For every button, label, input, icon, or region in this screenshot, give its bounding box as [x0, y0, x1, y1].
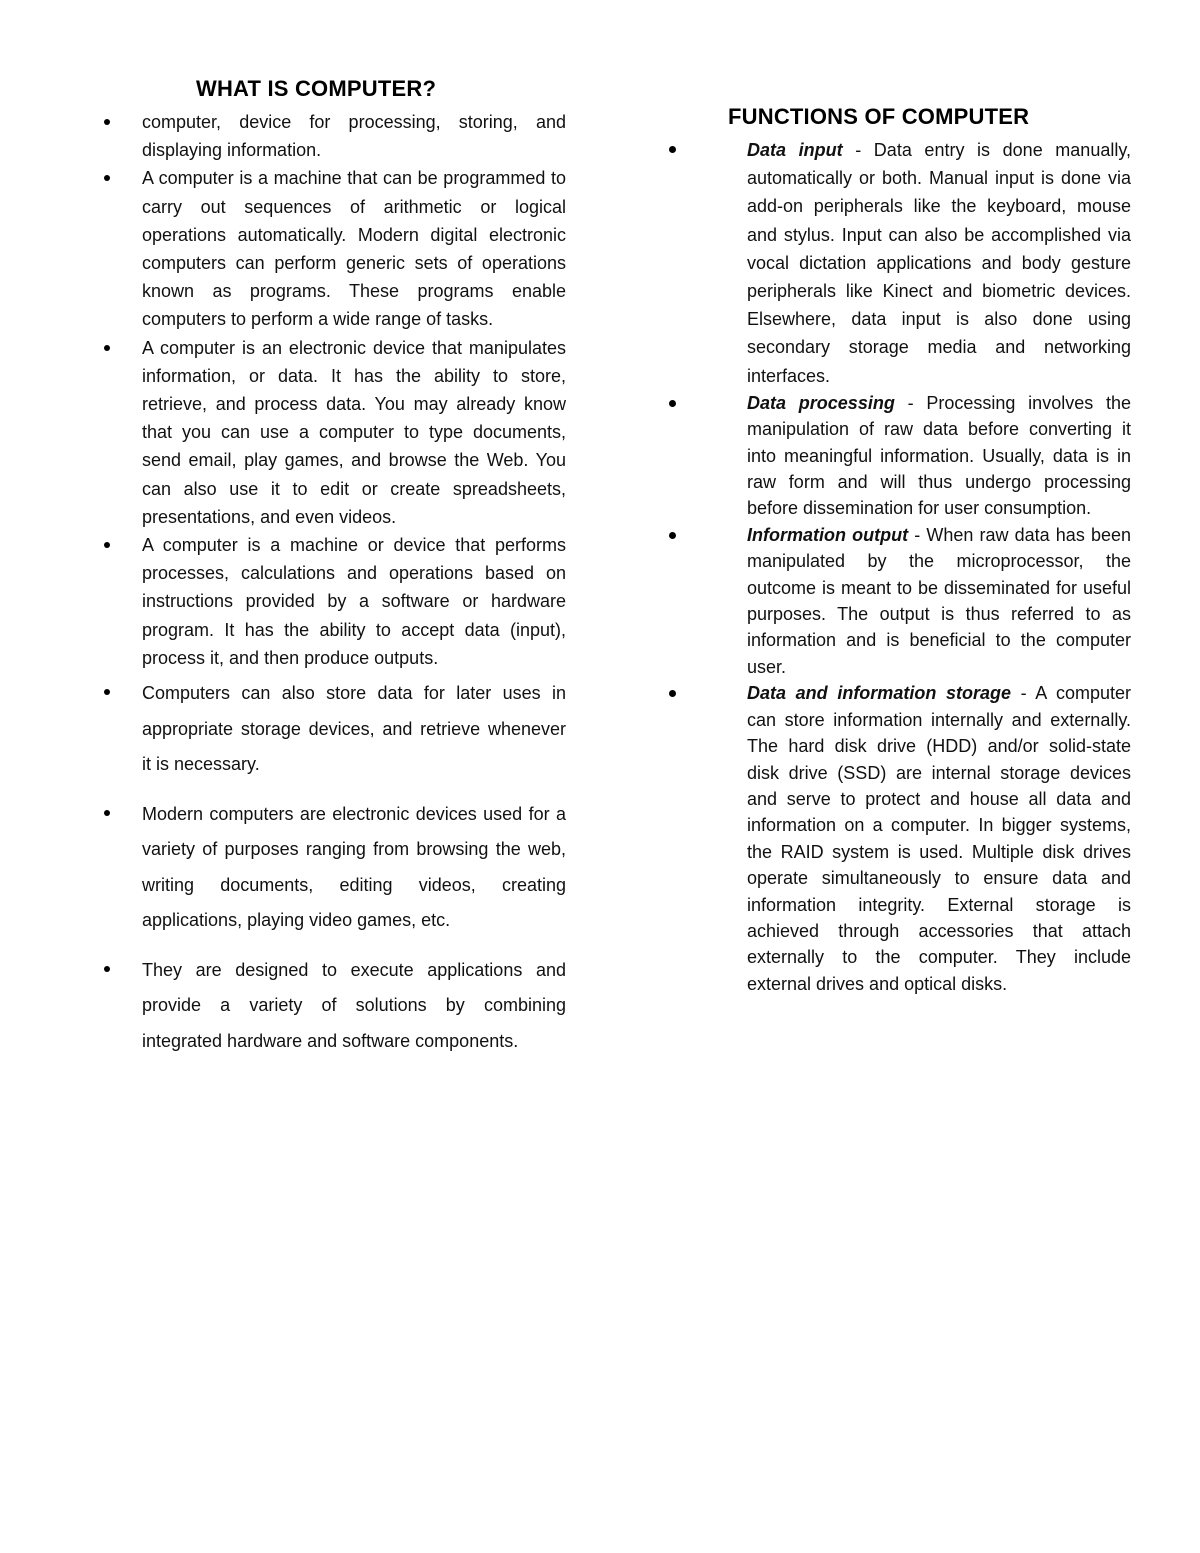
- bullet-icon: [669, 522, 677, 550]
- bullet-icon: [104, 334, 112, 362]
- bullet-icon: [669, 680, 677, 708]
- list-item: [705, 522, 1131, 680]
- list-item: [100, 676, 566, 783]
- list-item: [100, 797, 566, 939]
- what-is-computer-list: [100, 108, 566, 1059]
- bullet-icon: [104, 108, 112, 136]
- list-item: [705, 136, 1131, 390]
- bullet-icon: [104, 797, 112, 825]
- function-description: - Processing involves the manipulation of raw data before converting it into meaningful information. Usually, data is in raw form and will thus undergo processing before dissemination for user consumption.: [747, 392, 1132, 519]
- bullet-icon: [669, 390, 677, 418]
- list-item-text: computer, device for processing, storing, and displaying information.: [142, 112, 566, 161]
- list-item: [100, 953, 566, 1060]
- list-item-text: Modern computers are electronic devices used for a variety of purposes ranging from browsing the web, writing documents, editing videos, creating applications, playing video games, etc.: [142, 803, 566, 931]
- function-description: - A computer can store information internally and externally. The hard disk drive (HDD) and/or solid-state disk drive (SSD) are internal storage devices and serve to protect and house all data and information on a computer. In bigger systems, the RAID system is used. Multiple disk drives operate simultaneously to ensure data and information integrity. External storage is achieved through accessories that attach externally to the computer. They include external drives and optical disks.: [747, 683, 1131, 994]
- list-item-text: They are designed to execute applications and provide a variety of solutions by combining integrated hardware and software components.: [142, 959, 566, 1051]
- list-item: [705, 390, 1131, 522]
- list-item: [100, 334, 566, 531]
- list-item: [705, 680, 1131, 997]
- list-item-text: A computer is a machine or device that performs processes, calculations and operations based on instructions provided by a software or hardware program. It has the ability to accept data (input), process it, and then produce outputs.: [142, 535, 566, 668]
- list-item: [100, 531, 566, 672]
- list-item: [100, 108, 566, 164]
- bullet-icon: [104, 531, 112, 559]
- bullet-icon: [104, 164, 112, 192]
- list-item-text: A computer is a machine that can be programmed to carry out sequences of arithmetic or logical operations automatically. Modern digital electronic computers can perform generic sets of operations known as programs. These programs enable computers to perform a wide range of tasks.: [142, 168, 566, 330]
- function-description: - Data entry is done manually, automatically or both. Manual input is done via add-on peripherals like the keyboard, mouse and stylus. Input can also be accomplished via vocal dictation applications and body gesture peripherals like Kinect and biometric devices. Elsewhere, data input is also done using secondary storage media and networking interfaces.: [747, 140, 1132, 386]
- list-item-text: Computers can also store data for later uses in appropriate storage devices, and retrieve whenever it is necessary.: [142, 683, 566, 775]
- function-description: - When raw data has been manipulated by the microprocessor, the outcome is meant to be disseminated for useful purposes. The output is thus referred to as information and is beneficial to the computer user.: [747, 524, 1131, 677]
- functions-of-computer-heading: FUNCTIONS OF COMPUTER: [728, 104, 1030, 129]
- bullet-icon: [104, 676, 112, 704]
- list-item-text: A computer is an electronic device that manipulates information, or data. It has the ability to store, retrieve, and process data. You may already know that you can use a computer to type documents, send email, play games, and browse the Web. You can also use it to edit or create spreadsheets, presentations, and even videos.: [142, 337, 566, 527]
- function-term: Data input: [747, 140, 843, 160]
- bullet-icon: [669, 136, 677, 164]
- bullet-icon: [104, 953, 112, 981]
- functions-list: [705, 136, 1131, 997]
- function-term: Data processing: [747, 392, 895, 413]
- function-term: Data and information storage: [747, 683, 1011, 704]
- what-is-computer-heading: WHAT IS COMPUTER?: [196, 76, 437, 101]
- function-term: Information output: [747, 524, 909, 545]
- list-item: [100, 164, 566, 333]
